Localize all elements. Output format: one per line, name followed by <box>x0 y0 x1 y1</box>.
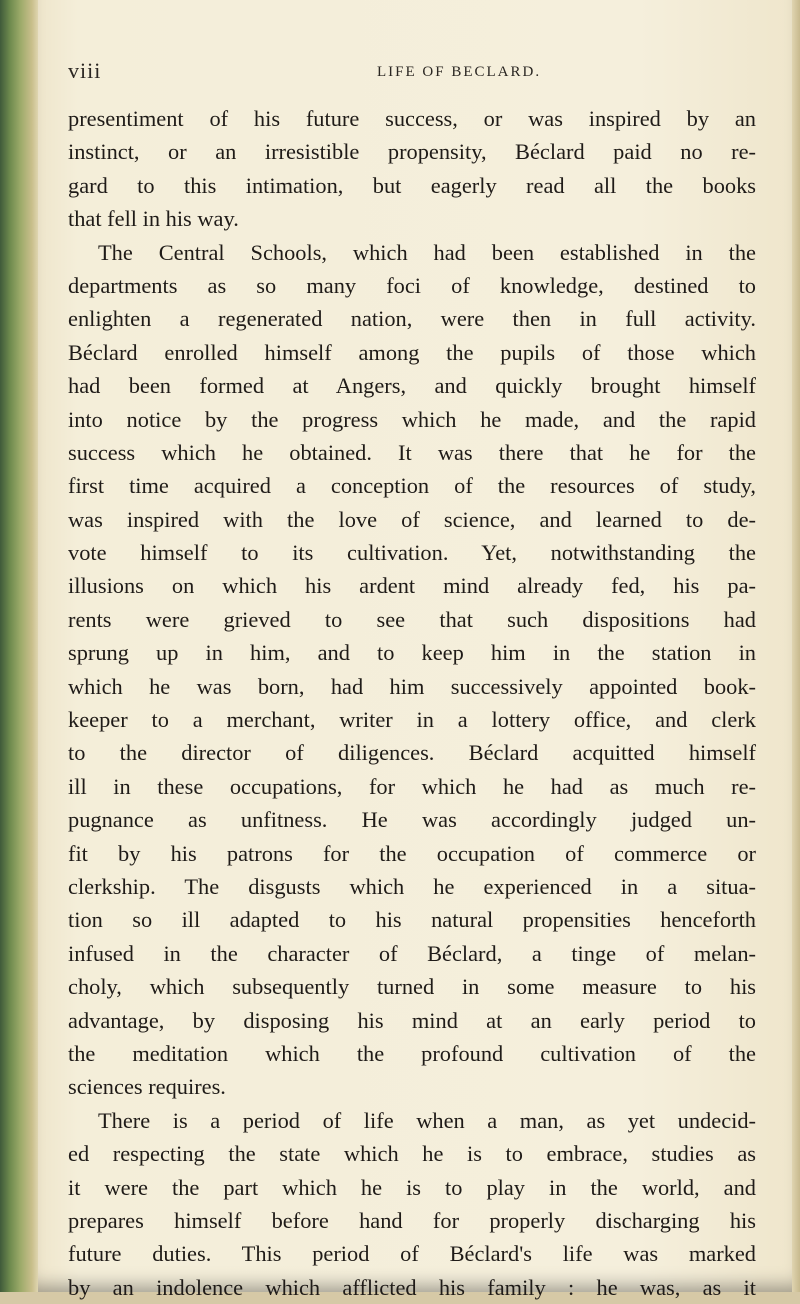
text-line: it were the part which he is to play in the world, and <box>68 1174 756 1200</box>
text-line: There is a period of life when a man, as yet undecid- <box>98 1107 756 1133</box>
text-line: by an indolence which afflicted his family : he was, as it <box>68 1274 756 1300</box>
text-line: presentiment of his future success, or was inspired by an <box>68 106 756 131</box>
text-line: to the director of diligences. Béclard acquitted himself <box>68 740 756 766</box>
running-header <box>68 58 748 88</box>
text-line: the meditation which the profound cultivation of the <box>68 1040 756 1066</box>
text-line: tion so ill adapted to his natural propensities henceforth <box>68 907 756 933</box>
text-line: enlighten a regenerated nation, were then in full activity. <box>68 306 756 332</box>
text-line: into notice by the progress which he made, and the rapid <box>68 406 756 432</box>
text-line: sprung up in him, and to keep him in the station in <box>68 640 756 666</box>
page-edge <box>792 0 800 1292</box>
text-line: fit by his patrons for the occupation of commerce or <box>68 840 756 866</box>
text-line: clerkship. The disgusts which he experienced in a situa- <box>68 873 756 899</box>
page-number: viii <box>68 58 102 83</box>
text-line: first time acquired a conception of the resources of study, <box>68 473 756 499</box>
text-line: future duties. This period of Béclard's life was marked <box>68 1241 756 1267</box>
text-line: pugnance as unfitness. He was accordingly judged un- <box>68 807 756 833</box>
text-line: prepares himself before hand for properly discharging his <box>68 1207 756 1233</box>
text-line: keeper to a merchant, writer in a lottery office, and clerk <box>68 707 756 733</box>
text-line: infused in the character of Béclard, a tinge of melan- <box>68 940 756 966</box>
text-line: ed respecting the state which he is to embrace, studies as <box>68 1141 756 1167</box>
text-line: was inspired with the love of science, and learned to de- <box>68 506 756 532</box>
text-line: The Central Schools, which had been established in the <box>98 239 756 265</box>
text-line: choly, which subsequently turned in some measure to his <box>68 974 756 1000</box>
running-title: LIFE OF BECLARD. <box>377 64 542 80</box>
text-line: advantage, by disposing his mind at an early period to <box>68 1007 756 1033</box>
body-text <box>68 102 756 1304</box>
text-line: that fell in his way. <box>68 206 239 232</box>
text-line: instinct, or an irresistible propensity, Béclard paid no re- <box>68 139 756 165</box>
text-line: gard to this intimation, but eagerly read all the books <box>68 172 756 198</box>
text-line: illusions on which his ardent mind already fed, his pa- <box>68 573 756 599</box>
text-line: success which he obtained. It was there that he for the <box>68 439 756 465</box>
text-line: departments as so many foci of knowledge, destined to <box>68 272 756 298</box>
text-line: had been formed at Angers, and quickly brought himself <box>68 373 756 399</box>
text-line: rents were grieved to see that such dispositions had <box>68 606 756 632</box>
text-line: sciences requires. <box>68 1074 226 1100</box>
text-line: Béclard enrolled himself among the pupils of those which <box>68 339 756 365</box>
text-line: ill in these occupations, for which he had as much re- <box>68 773 756 799</box>
book-binding-edge <box>0 0 40 1292</box>
text-line: which he was born, had him successively appointed book- <box>68 673 756 699</box>
text-line: vote himself to its cultivation. Yet, notwithstanding the <box>68 540 756 566</box>
